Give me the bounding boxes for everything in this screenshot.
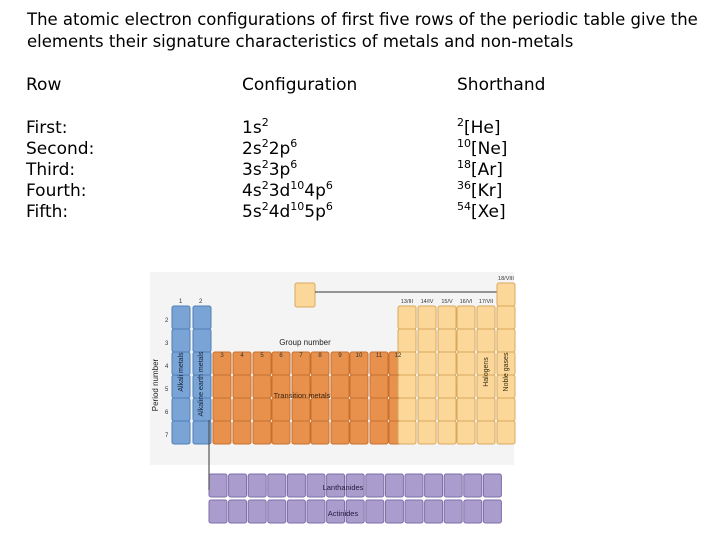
p-block-cell bbox=[418, 421, 436, 444]
p-block-cell bbox=[477, 329, 495, 352]
d-block-cell bbox=[213, 421, 231, 444]
row-name: Third: bbox=[26, 160, 76, 180]
electron-count: 10 bbox=[290, 179, 305, 192]
group-number-s: 1 bbox=[179, 299, 183, 305]
d-block-cell bbox=[370, 421, 388, 444]
period-number: 4 bbox=[165, 364, 169, 370]
f-block-cell bbox=[209, 500, 227, 523]
f-block-cell bbox=[366, 474, 384, 497]
noble-gas-symbol: [Ne] bbox=[471, 139, 508, 159]
p-block-cell bbox=[398, 421, 416, 444]
d-block-cell bbox=[331, 375, 349, 398]
f-block-cell bbox=[268, 500, 286, 523]
d-block-cell bbox=[370, 398, 388, 421]
noble-gas-symbol: [He] bbox=[464, 118, 501, 138]
electron-count: 2 bbox=[261, 116, 269, 129]
f-block-cell bbox=[366, 500, 384, 523]
orbital: 4s bbox=[242, 181, 262, 201]
group-number-d: 4 bbox=[240, 353, 244, 359]
d-block-cell bbox=[311, 421, 329, 444]
f-block-cell bbox=[385, 474, 403, 497]
s-block-cell bbox=[193, 306, 211, 329]
atomic-number: 2 bbox=[457, 116, 464, 129]
p-block-cell bbox=[398, 375, 416, 398]
atomic-number: 18 bbox=[457, 158, 471, 171]
p-block-cell bbox=[418, 398, 436, 421]
electron-count: 6 bbox=[325, 179, 333, 192]
period-number-label: Period number bbox=[151, 358, 160, 412]
noble-gas-symbol: [Ar] bbox=[471, 160, 503, 180]
group-number-d: 3 bbox=[220, 353, 224, 359]
electron-count: 2 bbox=[261, 158, 269, 171]
p-block-cell bbox=[398, 306, 416, 329]
d-block-cell bbox=[233, 421, 251, 444]
group-number-d: 9 bbox=[338, 353, 342, 359]
d-block-cell bbox=[253, 398, 271, 421]
electron-count: 2 bbox=[261, 137, 269, 150]
d-block-cell bbox=[350, 398, 368, 421]
p-block-cell bbox=[438, 398, 456, 421]
electron-count: 6 bbox=[290, 158, 298, 171]
noble-gas-symbol: [Kr] bbox=[471, 181, 503, 201]
f-block-cell bbox=[248, 500, 266, 523]
s-block-cell bbox=[172, 329, 190, 352]
p-block-cell bbox=[438, 352, 456, 375]
orbital: 3s bbox=[242, 160, 262, 180]
p-block-cell bbox=[457, 306, 475, 329]
s-block-cell bbox=[193, 329, 211, 352]
p-block-cell bbox=[418, 352, 436, 375]
f-block-cell bbox=[483, 474, 501, 497]
period-number: 3 bbox=[165, 341, 169, 347]
p-block-cell bbox=[398, 398, 416, 421]
p-block-cell bbox=[398, 329, 416, 352]
d-block-cell bbox=[311, 398, 329, 421]
f-block-cell bbox=[287, 474, 305, 497]
noble-gas-symbol: [Xe] bbox=[471, 202, 506, 222]
f-block-cell bbox=[444, 500, 462, 523]
atomic-number: 54 bbox=[457, 200, 471, 213]
d-block-cell bbox=[253, 421, 271, 444]
p-block-cell bbox=[418, 329, 436, 352]
period-number: 5 bbox=[165, 387, 169, 393]
p-block-cell bbox=[457, 375, 475, 398]
f-block-cell bbox=[444, 474, 462, 497]
p-block-cell bbox=[418, 306, 436, 329]
d-block-cell bbox=[370, 375, 388, 398]
hydrogen-cell bbox=[295, 283, 315, 307]
d-block-cell bbox=[350, 421, 368, 444]
p-block-cell bbox=[477, 398, 495, 421]
p-block-cell bbox=[438, 329, 456, 352]
p-block-cell bbox=[497, 329, 515, 352]
orbital: 5s bbox=[242, 202, 262, 222]
f-block-cell bbox=[229, 500, 247, 523]
f-block-cell bbox=[307, 500, 325, 523]
p-block-cell bbox=[457, 329, 475, 352]
header-row: Row bbox=[26, 75, 62, 95]
group-number-d: 10 bbox=[355, 353, 363, 359]
group-number-p: 15/V bbox=[441, 299, 453, 305]
s-block-cell bbox=[172, 421, 190, 444]
electron-count: 6 bbox=[325, 200, 333, 213]
group-number-p: 17/VII bbox=[478, 299, 494, 305]
group-number-s: 2 bbox=[199, 299, 203, 305]
d-block-cell bbox=[213, 375, 231, 398]
d-block-cell bbox=[272, 421, 290, 444]
f-block-cell bbox=[268, 474, 286, 497]
d-block-cell bbox=[292, 398, 310, 421]
d-block-cell bbox=[213, 398, 231, 421]
p-block-cell bbox=[477, 306, 495, 329]
atomic-number: 36 bbox=[457, 179, 471, 192]
group-number-18: 18/VIII bbox=[498, 276, 514, 282]
header-configuration: Configuration bbox=[242, 75, 358, 95]
p-block-cell bbox=[438, 375, 456, 398]
group-number-d: 11 bbox=[375, 353, 383, 359]
electron-count: 2 bbox=[261, 179, 269, 192]
p-block-cell bbox=[497, 306, 515, 329]
group-number-d: 7 bbox=[299, 353, 303, 359]
p-block-cell bbox=[457, 352, 475, 375]
f-block-cell bbox=[209, 474, 227, 497]
orbital: 3d bbox=[268, 181, 291, 201]
actinides-label: Actinides bbox=[327, 509, 359, 518]
atomic-number: 10 bbox=[457, 137, 471, 150]
d-block-cell bbox=[272, 398, 290, 421]
group-number-d: 12 bbox=[394, 353, 402, 359]
f-block-cell bbox=[405, 474, 423, 497]
transition-metals-label: Transition metals bbox=[273, 391, 331, 400]
electron-count: 2 bbox=[261, 200, 269, 213]
orbital: 3p bbox=[268, 160, 291, 180]
row-name: Fifth: bbox=[26, 202, 69, 222]
p-block-cell bbox=[438, 306, 456, 329]
d-block-cell bbox=[233, 398, 251, 421]
f-block-cell bbox=[483, 500, 501, 523]
f-block-cell bbox=[405, 500, 423, 523]
p-block-cell bbox=[497, 421, 515, 444]
f-block-cell bbox=[464, 500, 482, 523]
orbital: 5p bbox=[304, 202, 326, 222]
group-number-d: 5 bbox=[260, 353, 264, 359]
d-block-cell bbox=[331, 398, 349, 421]
p-block-cell bbox=[457, 398, 475, 421]
f-block-cell bbox=[425, 500, 443, 523]
s-block-cell bbox=[193, 421, 211, 444]
d-block-cell bbox=[292, 421, 310, 444]
f-block-cell bbox=[464, 474, 482, 497]
period-number: 7 bbox=[165, 433, 169, 439]
f-block-cell bbox=[385, 500, 403, 523]
alkali-metals-label: Alkali metals bbox=[178, 352, 185, 392]
header-shorthand: Shorthand bbox=[457, 75, 546, 95]
f-block-cell bbox=[248, 474, 266, 497]
group-number-d: 6 bbox=[279, 353, 283, 359]
orbital: 4p bbox=[304, 181, 326, 201]
lanthanides-label: Lanthanides bbox=[322, 483, 364, 492]
period-number: 2 bbox=[165, 318, 169, 324]
group-number-p: 13/III bbox=[400, 299, 414, 305]
d-block-cell bbox=[331, 421, 349, 444]
row-name: Fourth: bbox=[26, 181, 87, 201]
f-block-cell bbox=[287, 500, 305, 523]
p-block-cell bbox=[438, 421, 456, 444]
group-number-p: 14/IV bbox=[420, 299, 434, 305]
p-block-cell bbox=[477, 421, 495, 444]
noble-gases-label: Noble gases bbox=[503, 352, 510, 392]
orbital: 4d bbox=[268, 202, 291, 222]
p-block-cell bbox=[457, 421, 475, 444]
group-number-p: 16/VI bbox=[459, 299, 473, 305]
group-number-d: 8 bbox=[318, 353, 322, 359]
p-block-cell bbox=[497, 398, 515, 421]
f-block-cell bbox=[425, 474, 443, 497]
group-number-label: Group number bbox=[279, 338, 331, 347]
page-title: The atomic electron configurations of first five rows of the periodic table give the elements their signature characteristics of metals and non-metals bbox=[27, 10, 698, 51]
alkaline-earth-metals-label: Alkaline earth metals bbox=[198, 351, 205, 417]
s-block-cell bbox=[172, 398, 190, 421]
orbital: 1s bbox=[242, 118, 262, 138]
s-block-cell bbox=[172, 306, 190, 329]
orbital: 2p bbox=[268, 139, 291, 159]
d-block-cell bbox=[253, 375, 271, 398]
p-block-cell bbox=[418, 375, 436, 398]
electron-count: 10 bbox=[290, 200, 305, 213]
helium-cell bbox=[497, 283, 515, 306]
d-block-cell bbox=[350, 375, 368, 398]
orbital: 2s bbox=[242, 139, 262, 159]
row-name: First: bbox=[26, 118, 68, 138]
halogens-label: Halogens bbox=[483, 357, 490, 387]
electron-count: 6 bbox=[290, 137, 298, 150]
d-block-cell bbox=[233, 375, 251, 398]
f-block-cell bbox=[229, 474, 247, 497]
period-number: 6 bbox=[165, 410, 169, 416]
row-name: Second: bbox=[26, 139, 95, 159]
